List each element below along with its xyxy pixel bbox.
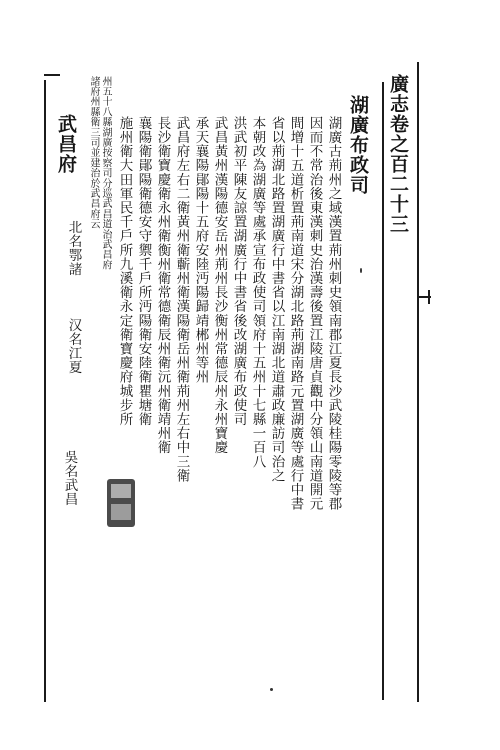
body-line-10: 長沙衛寶慶衛永州衛衡州衛常德衛辰州衛沅州衛靖州衛 [154,116,171,455]
body-line-7: 武昌黃州漢陽德安岳州荊州長沙衡州常德辰州永州寶慶 [211,116,228,455]
frame-top-rule [44,74,60,76]
body-line-8: 承天襄陽鄖陽十五府安陸沔陽歸靖郴州等州 [192,116,209,384]
body-line-5: 本朝改為湖廣等處承宣布政使司領府十五州十七縣一百八 [249,116,266,469]
body-line-1: 湖廣古荊州之域漢置荊州刺史領南郡江夏長沙武陵桂陽零陵等郡 [325,116,342,511]
column-divider [382,82,384,700]
body-line-6: 洪武初平陳友諒置湖廣行中書省後改湖廣布政使司 [230,116,247,427]
section-title: 湖廣布政司 [347,95,369,195]
library-seal [106,478,136,528]
body-line-2: 因而不常治後東漢刺史治漢壽後置江陵唐貞觀中分領山南道開元 [306,116,323,511]
prefecture-title: 武昌府 [55,114,77,174]
page-border-right [417,62,419,702]
frame-notch [428,290,430,304]
body-line-3: 間增十五道析置荊南道宋分湖北路荊湖南路元置湖廣等處行中書 [287,116,304,511]
volume-title: 廣志卷之百二十三 [387,74,409,234]
ink-speck [360,268,362,273]
body-line-12: 施州衛大田軍民千戶所九溪衛永定衛寶慶府城步所 [116,116,133,427]
place-name-north: 北名鄂諸 [65,220,82,277]
ink-speck [270,688,273,691]
page-border-left [44,80,46,702]
place-name-wu: 吳名武昌 [61,450,78,507]
prefecture-note-2: 諸府州縣衛三司並建治於武昌府云 [88,76,99,229]
body-line-9: 武昌府左右二衛黃州衛蘄州衛漢陽衛岳州衛荊州左右中三衛 [173,116,190,483]
place-name-han: 汉名江夏 [65,318,82,375]
body-line-11: 襄陽衛鄖陽衛德安守禦千戶所沔陽衛安陸衛瞿塘衛 [135,116,152,427]
prefecture-note-1: 州五十八縣湖廣按察司分巡武昌道治武昌府 [100,76,111,270]
body-line-4: 省以荊湖北路置湖廣行中書省以江南湖北道肅政廉訪司治之 [268,116,285,483]
